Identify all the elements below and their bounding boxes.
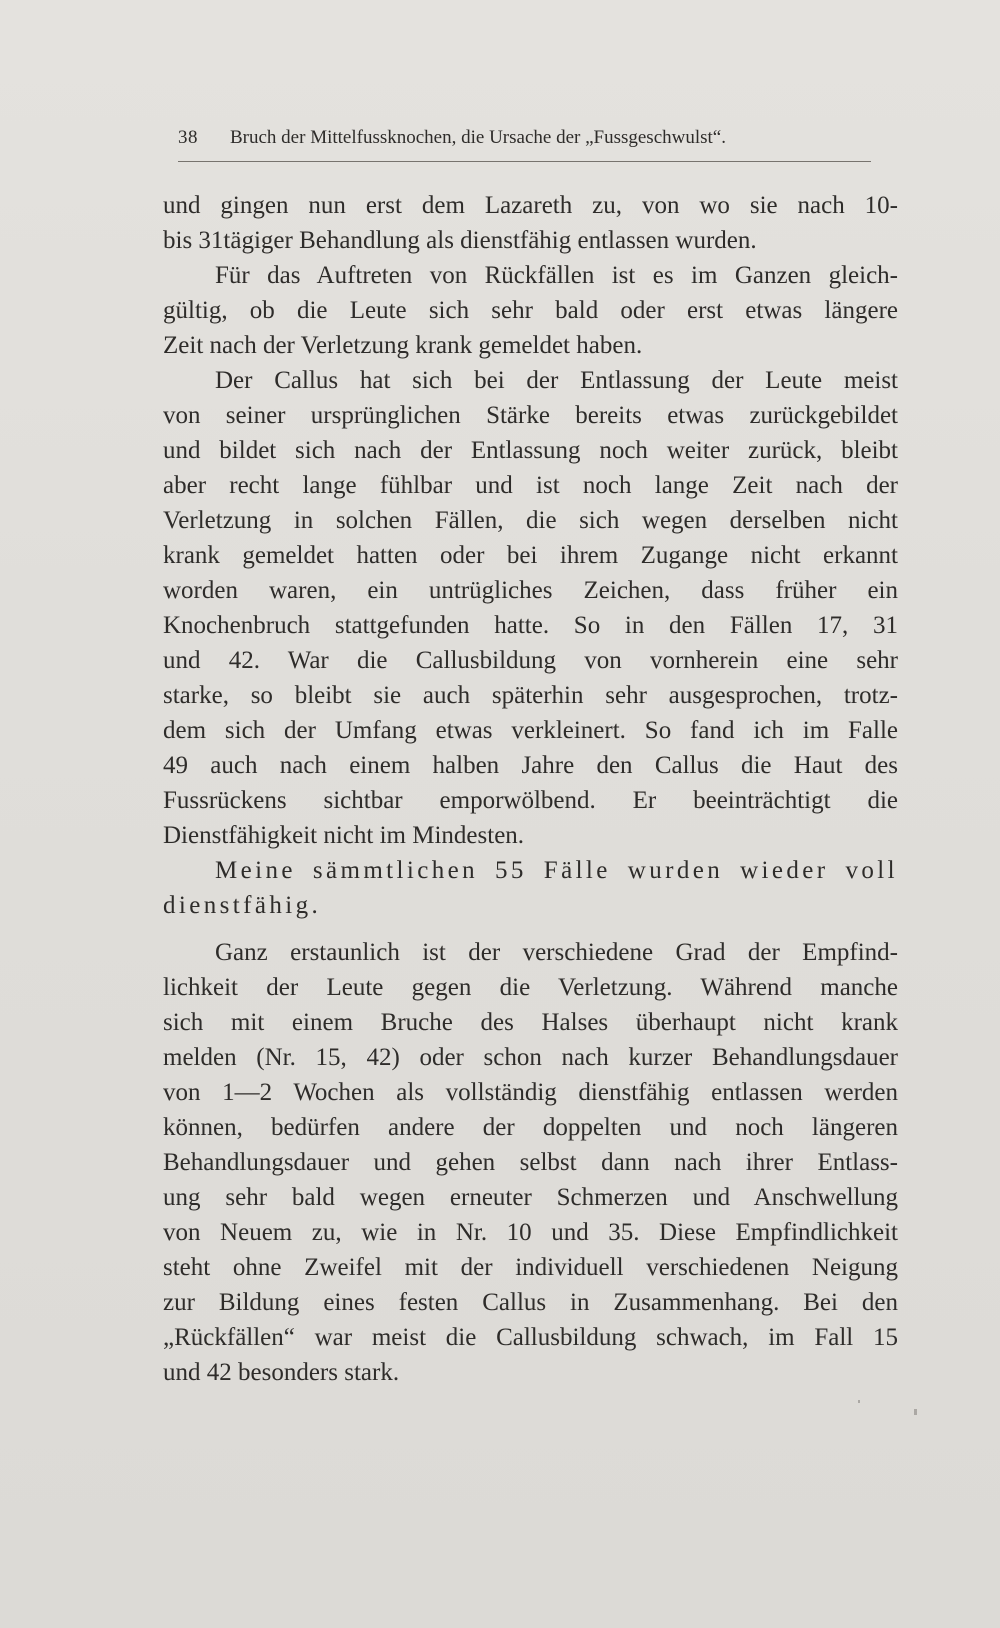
- text-line: bis 31tägiger Behandlung als dienstfähig entlassen wurden.: [163, 227, 757, 254]
- text-line: „Rückfällen“ war meist die Callusbildung schwach, im Fall 15: [163, 1324, 898, 1351]
- text-line: und gingen nun erst dem Lazareth zu, von wo sie nach 10-: [163, 192, 898, 219]
- page-header: [178, 127, 871, 162]
- text-line: krank gemeldet hatten oder bei ihrem Zugange nicht erkannt: [163, 542, 898, 569]
- text-line: ung sehr bald wegen erneuter Schmerzen und Anschwellung: [163, 1184, 898, 1211]
- text-line: aber recht lange fühlbar und ist noch lange Zeit nach der: [163, 472, 898, 499]
- text-line: Behandlungsdauer und gehen selbst dann nach ihrer Entlass-: [163, 1149, 898, 1176]
- text-line: lichkeit der Leute gegen die Verletzung. Während manche: [163, 974, 898, 1001]
- text-line: dem sich der Umfang etwas verkleinert. So fand ich im Falle: [163, 717, 898, 744]
- text-line: von Neuem zu, wie in Nr. 10 und 35. Diese Empfindlichkeit: [163, 1219, 898, 1246]
- text-line: von 1—2 Wochen als vollständig dienstfähig entlassen werden: [163, 1079, 898, 1106]
- text-line: worden waren, ein untrügliches Zeichen, dass früher ein: [163, 577, 898, 604]
- paper-speck: [858, 1400, 860, 1403]
- text-line: starke, so bleibt sie auch späterhin sehr ausgesprochen, trotz-: [163, 682, 898, 709]
- text-line: Knochenbruch stattgefunden hatte. So in den Fällen 17, 31: [163, 612, 898, 639]
- text-line: steht ohne Zweifel mit der individuell verschiedenen Neigung: [163, 1254, 898, 1281]
- paper-speck: [914, 1409, 917, 1415]
- text-line: von seiner ursprünglichen Stärke bereits etwas zurückgebildet: [163, 402, 898, 429]
- text-line: und 42 besonders stark.: [163, 1359, 400, 1386]
- text-line: Verletzung in solchen Fällen, die sich wegen derselben nicht: [163, 507, 898, 534]
- text-line: sich mit einem Bruche des Halses überhaupt nicht krank: [163, 1009, 898, 1036]
- page-number: 38: [178, 127, 198, 148]
- text-line: gültig, ob die Leute sich sehr bald oder erst etwas längere: [163, 297, 898, 324]
- running-head: Bruch der Mittelfussknochen, die Ursache der „Fussgeschwulst“.: [230, 127, 726, 148]
- text-line: melden (Nr. 15, 42) oder schon nach kurzer Behandlungsdauer: [163, 1044, 898, 1071]
- text-line: Der Callus hat sich bei der Entlassung der Leute meist: [215, 367, 898, 394]
- text-line: Dienstfähigkeit nicht im Mindesten.: [163, 822, 525, 849]
- text-line: können, bedürfen andere der doppelten und noch längeren: [163, 1114, 898, 1141]
- text-line-emphasis: Meine sämmtlichen 55 Fälle wurden wieder voll: [215, 857, 898, 884]
- text-line: zur Bildung eines festen Callus in Zusammenhang. Bei den: [163, 1289, 898, 1316]
- body-text: [163, 188, 898, 1390]
- text-line: 49 auch nach einem halben Jahre den Callus die Haut des: [163, 752, 898, 779]
- text-line: und bildet sich nach der Entlassung noch weiter zurück, bleibt: [163, 437, 898, 464]
- text-line: Ganz erstaunlich ist der verschiedene Grad der Empfind-: [215, 939, 898, 966]
- text-line: Für das Auftreten von Rückfällen ist es im Ganzen gleich-: [215, 262, 898, 289]
- text-line: und 42. War die Callusbildung von vornherein eine sehr: [163, 647, 898, 674]
- text-line-emphasis: dienstfähig.: [163, 892, 322, 919]
- text-line: Zeit nach der Verletzung krank gemeldet haben.: [163, 332, 643, 359]
- text-line: Fussrückens sichtbar emporwölbend. Er beeinträchtigt die: [163, 787, 898, 814]
